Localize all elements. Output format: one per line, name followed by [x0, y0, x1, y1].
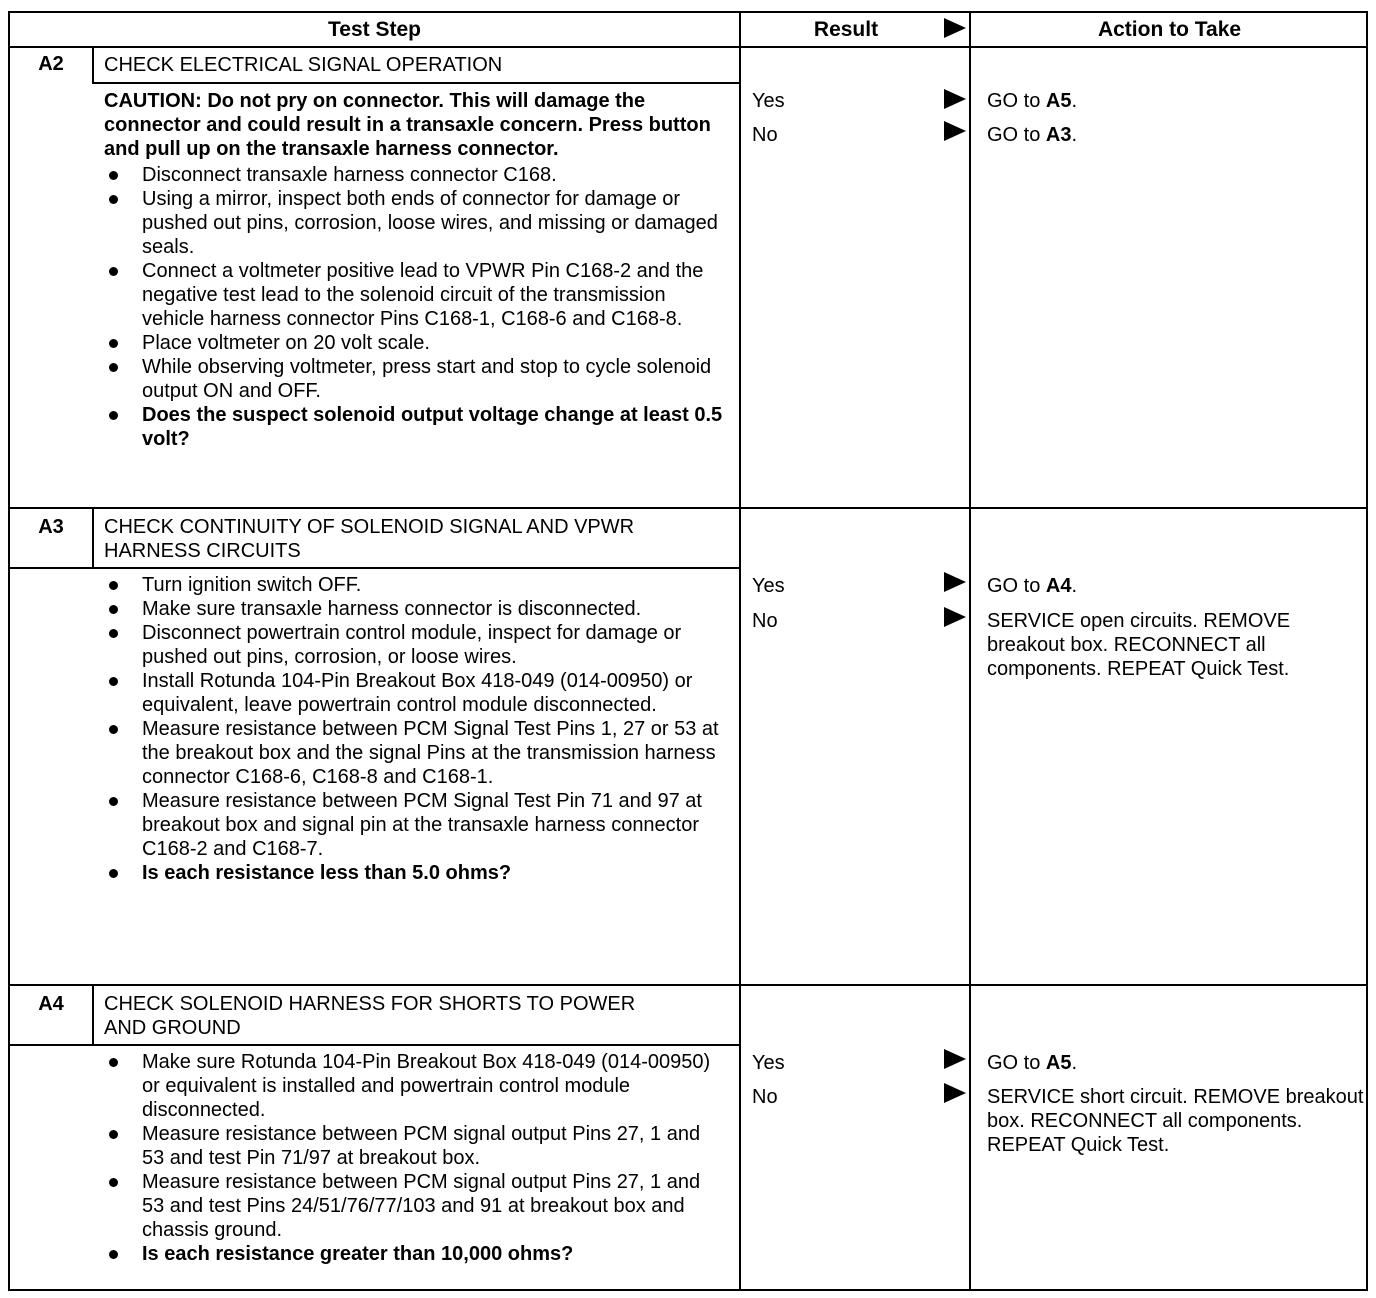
caution-text: CAUTION: Do not pry on connector. This will damage the connector and could result in a transaxle concern. Press button and pull up on the transaxle harness connector. — [104, 90, 711, 160]
list-item: Disconnect powertrain control module, inspect for damage or pushed out pins, corrosion, or loose wires. — [104, 621, 724, 669]
list-item: Measure resistance between PCM Signal Test Pin 71 and 97 at breakout box and signal pin at the transaxle harness connector C168-2 and C168-7. — [104, 789, 724, 861]
step-id: A4 — [38, 993, 64, 1015]
title-divider — [10, 567, 739, 569]
arrow-icon — [944, 121, 966, 141]
result-no: No — [752, 1086, 778, 1108]
title-divider — [10, 1044, 739, 1046]
step-question: Does the suspect solenoid output voltage change at least 0.5 volt? — [104, 403, 724, 451]
row-divider — [10, 984, 1366, 986]
list-item: Connect a voltmeter positive lead to VPWR Pin C168-2 and the negative test lead to the solenoid circuit of the transmission vehicle harness connector Pins C168-1, C168-6 and C168-8. — [104, 259, 724, 331]
list-item: Make sure Rotunda 104-Pin Breakout Box 418-049 (014-00950) or equivalent is installed and powertrain control module disconnected. — [104, 1050, 724, 1122]
id-divider — [92, 509, 94, 567]
title-divider — [92, 82, 739, 84]
list-item: Measure resistance between PCM signal output Pins 27, 1 and 53 and test Pins 24/51/76/77/103 and 91 at breakout box and chassis ground. — [104, 1170, 724, 1242]
diagnostic-table — [8, 11, 1368, 1291]
result-yes: Yes — [752, 90, 785, 112]
step-body — [104, 573, 724, 885]
action-yes: GO to A4. — [987, 575, 1078, 597]
list-item: Using a mirror, inspect both ends of connector for damage or pushed out pins, corrosion, loose wires, and missing or damaged seals. — [104, 187, 724, 259]
step-body — [104, 1050, 724, 1266]
list-item: Measure resistance between PCM Signal Test Pins 1, 27 or 53 at the breakout box and the signal Pins at the transmission harness connector C168-6, C168-8 and C168-1. — [104, 717, 724, 789]
result-no: No — [752, 124, 778, 146]
step-title: CHECK SOLENOID HARNESS FOR SHORTS TO POWER AND GROUND — [104, 993, 636, 1039]
action-no: GO to A3. — [987, 124, 1078, 146]
step-title: CHECK ELECTRICAL SIGNAL OPERATION — [104, 54, 503, 76]
list-item: While observing voltmeter, press start and stop to cycle solenoid output ON and OFF. — [104, 355, 724, 403]
action-no: SERVICE open circuits. REMOVE breakout box. RECONNECT all components. REPEAT Quick Test. — [987, 610, 1291, 680]
step-body — [104, 89, 724, 451]
arrow-icon — [944, 607, 966, 627]
action-yes: GO to A5. — [987, 90, 1078, 112]
step-id: A2 — [38, 53, 64, 75]
action-yes: GO to A5. — [987, 1052, 1078, 1074]
list-item: Install Rotunda 104-Pin Breakout Box 418-049 (014-00950) or equivalent, leave powertrain control module disconnected. — [104, 669, 724, 717]
action-no: SERVICE short circuit. REMOVE breakout box. RECONNECT all components. REPEAT Quick Test. — [987, 1086, 1364, 1156]
header-result: Result — [813, 18, 879, 41]
step-id: A3 — [38, 516, 64, 538]
row-divider — [10, 507, 1366, 509]
arrow-icon — [944, 89, 966, 109]
arrow-icon — [944, 572, 966, 592]
header-action: Action to Take — [1097, 18, 1242, 41]
list-item: Turn ignition switch OFF. — [104, 573, 724, 597]
result-yes: Yes — [752, 575, 785, 597]
header-arrow-icon — [944, 18, 966, 38]
step-title: CHECK CONTINUITY OF SOLENOID SIGNAL AND VPWR HARNESS CIRCUITS — [104, 516, 635, 562]
header-test-step: Test Step — [328, 18, 421, 41]
step-question: Is each resistance greater than 10,000 ohms? — [104, 1242, 724, 1266]
column-divider — [969, 13, 971, 1289]
id-divider — [92, 986, 94, 1044]
arrow-icon — [944, 1083, 966, 1103]
header-divider — [10, 46, 1366, 48]
result-yes: Yes — [752, 1052, 785, 1074]
list-item: Place voltmeter on 20 volt scale. — [104, 331, 724, 355]
result-no: No — [752, 610, 778, 632]
step-question: Is each resistance less than 5.0 ohms? — [104, 861, 724, 885]
id-divider — [92, 48, 94, 82]
list-item: Disconnect transaxle harness connector C168. — [104, 163, 724, 187]
arrow-icon — [944, 1049, 966, 1069]
list-item: Measure resistance between PCM signal output Pins 27, 1 and 53 and test Pin 71/97 at breakout box. — [104, 1122, 724, 1170]
list-item: Make sure transaxle harness connector is disconnected. — [104, 597, 724, 621]
column-divider — [739, 13, 741, 1289]
